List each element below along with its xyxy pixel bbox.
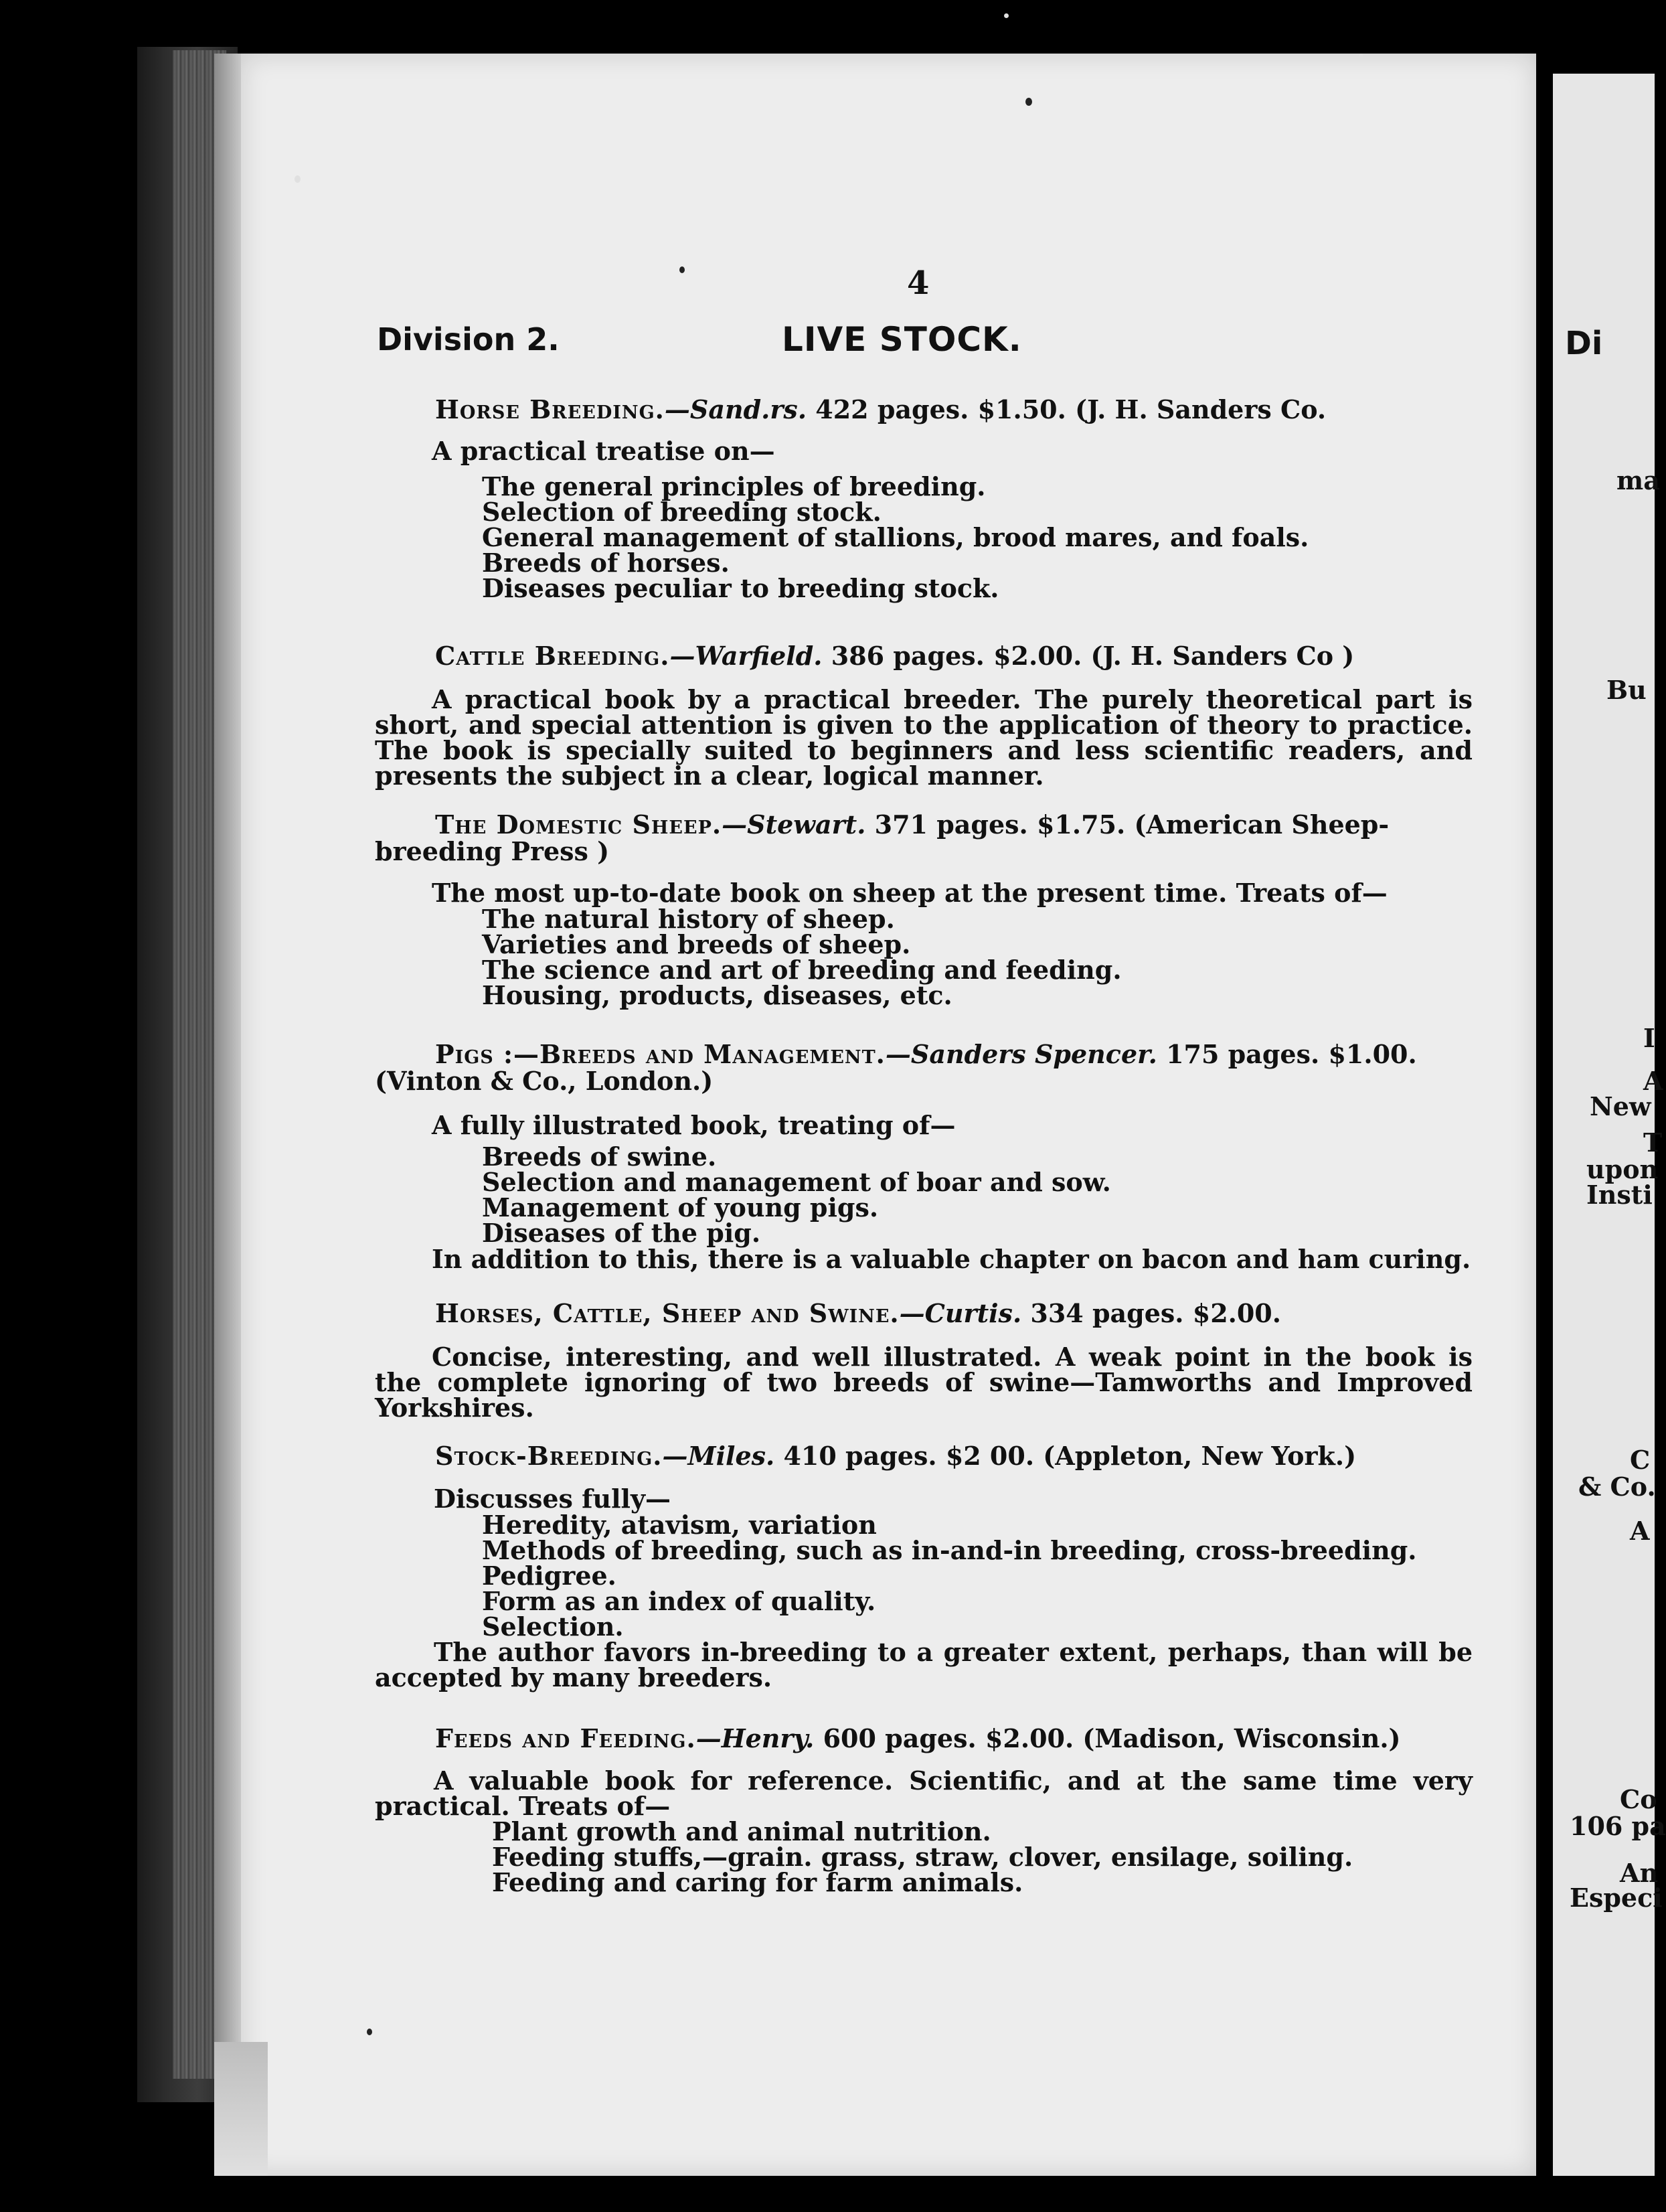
list-item: Feeding stuffs,—grain. grass, straw, clover, ensilage, soiling. — [492, 1842, 1353, 1872]
speck — [295, 175, 301, 183]
right-page-fragment: Bu — [1606, 675, 1647, 705]
list-item: The science and art of breeding and feeding. — [482, 955, 1122, 985]
list-item: Housing, products, diseases, etc. — [482, 980, 952, 1010]
right-page-fragment: An — [1620, 1858, 1659, 1888]
speck — [1004, 13, 1009, 18]
right-page-fragment: I — [1643, 1023, 1655, 1053]
entry-title: The Domestic Sheep. — [435, 809, 722, 840]
entry-author: —Curtis. — [899, 1298, 1022, 1328]
entry-details-continued: breeding Press ) — [375, 836, 610, 866]
list-item: Selection and management of boar and sow. — [482, 1167, 1111, 1197]
entry-details: 386 pages. $2.00. (J. H. Sanders Co ) — [822, 641, 1355, 671]
list-item: Selection of breeding stock. — [482, 497, 882, 527]
entry-cattle-breeding — [375, 643, 1473, 789]
list-item: Pedigree. — [482, 1561, 616, 1591]
entry-intro: A fully illustrated book, treating of— — [432, 1110, 956, 1140]
entry-list — [375, 1512, 1473, 1640]
list-item: Plant growth and animal nutrition. — [492, 1816, 991, 1846]
division-label: Division 2. — [377, 321, 560, 358]
entry-description: Concise, interesting, and well illustrated. A weak point in the book is the complete ignoring of two breeds of swine—Tamworths and Improved Yorkshires. — [375, 1342, 1473, 1423]
list-item: The general principles of breeding. — [482, 471, 986, 501]
entry-intro: The most up-to-date book on sheep at the present time. Treats of— — [432, 878, 1388, 908]
list-item: The natural history of sheep. — [482, 904, 895, 934]
right-page-fragment: upon — [1586, 1154, 1659, 1184]
page-number: 4 — [907, 264, 930, 302]
entry-list — [375, 906, 1473, 1008]
entry-title: Stock-Breeding. — [435, 1441, 663, 1471]
list-item: Methods of breeding, such as in-and-in breeding, cross-breeding. — [482, 1535, 1417, 1565]
list-item: Feeding and caring for farm animals. — [492, 1867, 1023, 1897]
page-stack-bottom — [214, 2042, 268, 2176]
entry-heading — [375, 1443, 1473, 1470]
list-item: Breeds of horses. — [482, 548, 730, 578]
entry-description: A valuable book for reference. Scientific, and at the same time very practical. Treats of— — [375, 1765, 1473, 1821]
entry-note: In addition to this, there is a valuable chapter on bacon and ham curing. — [432, 1244, 1471, 1274]
entry-title: Pigs :—Breeds and Management. — [435, 1039, 886, 1069]
list-item: Management of young pigs. — [482, 1192, 879, 1222]
entry-heading — [375, 811, 1473, 838]
right-page-fragment: C — [1630, 1445, 1651, 1475]
entry-domestic-sheep — [375, 811, 1473, 1008]
list-item: Diseases peculiar to breeding stock. — [482, 573, 999, 603]
entry-author: —Henry. — [695, 1723, 815, 1753]
entry-details-continued: (Vinton & Co., London.) — [375, 1066, 714, 1096]
list-item: Varieties and breeds of sheep. — [482, 929, 911, 959]
entry-title: Horses, Cattle, Sheep and Swine. — [435, 1298, 900, 1328]
entry-details: 410 pages. $2 00. (Appleton, New York.) — [774, 1441, 1357, 1471]
right-page-fragment: Especi — [1570, 1883, 1663, 1913]
entry-details: 422 pages. $1.50. (J. H. Sanders Co. — [807, 394, 1327, 424]
entry-horses-cattle-sheep-swine — [375, 1300, 1473, 1421]
entry-pigs — [375, 1041, 1473, 1273]
entry-stock-breeding — [375, 1443, 1473, 1690]
right-page-fragment: T — [1643, 1127, 1663, 1158]
right-page-fragment: A — [1630, 1516, 1650, 1546]
entry-details: 175 pages. $1.00. — [1157, 1039, 1417, 1069]
list-item: Selection. — [482, 1611, 624, 1642]
right-page-fragment: 106 pa — [1570, 1811, 1666, 1841]
entry-details: 600 pages. $2.00. (Madison, Wisconsin.) — [814, 1723, 1401, 1753]
entry-author: —Sand․rs. — [664, 394, 807, 424]
entry-title: Horse Breeding. — [435, 394, 665, 424]
right-page-fragment: New — [1590, 1091, 1651, 1121]
entry-heading — [375, 1300, 1473, 1327]
entry-list — [375, 1816, 1473, 1897]
entry-horse-breeding — [375, 396, 1473, 601]
speck — [367, 2029, 372, 2035]
section-title: LIVE STOCK. — [782, 320, 1022, 359]
list-item: Diseases of the pig. — [482, 1218, 761, 1248]
list-item: Breeds of swine. — [482, 1141, 717, 1172]
list-item: General management of stallions, brood mares, and foals. — [482, 522, 1309, 552]
entry-heading — [375, 1041, 1473, 1068]
right-page-fragment: A — [1643, 1066, 1663, 1096]
entry-note: The author favors in-breeding to a greater extent, perhaps, than will be accepted by many breeders. — [375, 1637, 1473, 1692]
speck — [679, 266, 685, 273]
entry-description: A practical book by a practical breeder. The purely theoretical part is short, and special attention is given to the application of theory to practice. The book is specially suited to beginners and less scientific readers, and presents the subject in a clear, logical manner. — [375, 684, 1473, 791]
entry-title: Cattle Breeding. — [435, 641, 670, 671]
speck — [1025, 98, 1032, 106]
list-item: Heredity, atavism, variation — [482, 1510, 877, 1540]
entry-author: —Sanders Spencer. — [885, 1039, 1157, 1069]
entry-author: —Stewart. — [722, 809, 866, 840]
entry-list — [375, 471, 1473, 603]
entry-author: —Warfield. — [669, 641, 823, 671]
entry-heading — [375, 396, 1473, 423]
entry-details: 371 pages. $1.75. (American Sheep- — [865, 809, 1390, 840]
entry-intro: Discusses fully— — [434, 1484, 671, 1514]
entry-intro: A practical treatise on— — [432, 436, 775, 466]
entry-title: Feeds and Feeding. — [435, 1723, 696, 1753]
right-page-fragment: Co — [1620, 1784, 1657, 1814]
entry-author: —Miles. — [662, 1441, 775, 1471]
entry-heading — [375, 643, 1473, 669]
right-page-fragment: ma — [1616, 465, 1660, 495]
right-page-fragment: Insti — [1586, 1180, 1653, 1210]
speck — [1359, 54, 1363, 58]
entry-feeds-and-feeding — [375, 1725, 1473, 1895]
entry-list — [375, 1141, 1473, 1248]
entry-heading — [375, 1725, 1473, 1752]
right-page-fragment: Di — [1565, 325, 1603, 362]
right-page-fragment: & Co. — [1578, 1472, 1656, 1502]
list-item: Form as an index of quality. — [482, 1586, 876, 1616]
entry-details: 334 pages. $2.00. — [1021, 1298, 1281, 1328]
